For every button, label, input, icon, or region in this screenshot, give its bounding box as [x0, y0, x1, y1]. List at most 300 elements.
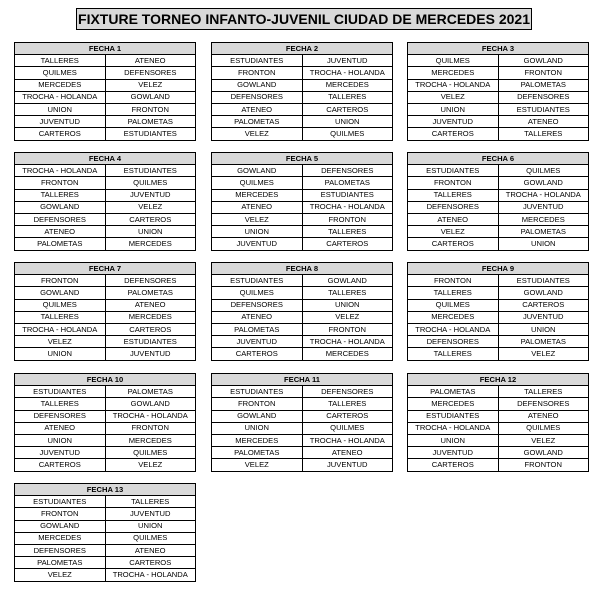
match-row — [15, 165, 196, 177]
home-team: PALOMETAS — [15, 557, 106, 569]
match-row — [408, 447, 589, 459]
match-row — [212, 422, 393, 434]
match-row — [212, 336, 393, 348]
match-row — [212, 103, 393, 115]
away-team: PALOMETAS — [302, 177, 393, 189]
home-team: JUVENTUD — [212, 238, 303, 250]
away-team: FRONTON — [302, 323, 393, 335]
away-team: PALOMETAS — [498, 79, 589, 91]
match-row — [408, 299, 589, 311]
away-team: VELEZ — [498, 348, 589, 360]
match-row — [15, 323, 196, 335]
home-team: GOWLAND — [212, 410, 303, 422]
match-row — [408, 422, 589, 434]
away-team: QUILMES — [302, 422, 393, 434]
home-team: TALLERES — [15, 398, 106, 410]
home-team: FRONTON — [212, 398, 303, 410]
away-team: TROCHA - HOLANDA — [302, 67, 393, 79]
home-team: PALOMETAS — [212, 323, 303, 335]
match-row — [15, 434, 196, 446]
match-row — [212, 311, 393, 323]
match-row — [408, 287, 589, 299]
home-team: CARTEROS — [15, 128, 106, 140]
away-team: MERCEDES — [105, 311, 196, 323]
away-team: DEFENSORES — [302, 386, 393, 398]
home-team: FRONTON — [212, 67, 303, 79]
away-team: MERCEDES — [302, 348, 393, 360]
home-team: QUILMES — [408, 55, 499, 67]
match-row — [15, 508, 196, 520]
match-row — [15, 91, 196, 103]
home-team: PALOMETAS — [212, 116, 303, 128]
fecha-header: FECHA 10 — [15, 374, 196, 386]
fecha-header: FECHA 5 — [212, 153, 393, 165]
match-row — [15, 287, 196, 299]
away-team: ESTUDIANTES — [105, 165, 196, 177]
match-row — [15, 275, 196, 287]
away-team: MERCEDES — [498, 213, 589, 225]
match-row — [212, 226, 393, 238]
match-row — [408, 410, 589, 422]
match-row — [408, 226, 589, 238]
home-team: FRONTON — [15, 508, 106, 520]
match-row — [212, 398, 393, 410]
away-team: ESTUDIANTES — [105, 336, 196, 348]
match-row — [408, 348, 589, 360]
home-team: TROCHA - HOLANDA — [408, 79, 499, 91]
away-team: FRONTON — [105, 103, 196, 115]
away-team: TROCHA - HOLANDA — [302, 201, 393, 213]
away-team: JUVENTUD — [302, 459, 393, 471]
match-row — [212, 79, 393, 91]
match-row — [212, 299, 393, 311]
fecha-table — [14, 483, 196, 582]
home-team: JUVENTUD — [15, 447, 106, 459]
match-row — [408, 459, 589, 471]
home-team: DEFENSORES — [15, 410, 106, 422]
match-row — [408, 165, 589, 177]
away-team: CARTEROS — [105, 557, 196, 569]
match-row — [15, 55, 196, 67]
away-team: MERCEDES — [302, 79, 393, 91]
away-team: CARTEROS — [302, 410, 393, 422]
fecha-table — [14, 262, 196, 361]
away-team: GOWLAND — [105, 91, 196, 103]
away-team: UNION — [498, 238, 589, 250]
away-team: TALLERES — [302, 398, 393, 410]
home-team: ESTUDIANTES — [212, 275, 303, 287]
home-team: DEFENSORES — [212, 299, 303, 311]
match-row — [15, 410, 196, 422]
away-team: JUVENTUD — [498, 311, 589, 323]
away-team: ESTUDIANTES — [498, 275, 589, 287]
home-team: MERCEDES — [15, 532, 106, 544]
match-row — [15, 459, 196, 471]
home-team: UNION — [212, 422, 303, 434]
away-team: ATENEO — [498, 410, 589, 422]
home-team: ESTUDIANTES — [408, 165, 499, 177]
fecha-table — [211, 152, 393, 251]
home-team: CARTEROS — [408, 128, 499, 140]
home-team: UNION — [15, 103, 106, 115]
away-team: CARTEROS — [105, 323, 196, 335]
home-team: QUILMES — [408, 299, 499, 311]
match-row — [408, 116, 589, 128]
away-team: GOWLAND — [105, 398, 196, 410]
home-team: TALLERES — [15, 189, 106, 201]
home-team: CARTEROS — [212, 348, 303, 360]
match-row — [408, 128, 589, 140]
home-team: ESTUDIANTES — [212, 386, 303, 398]
match-row — [15, 544, 196, 556]
match-row — [212, 323, 393, 335]
home-team: PALOMETAS — [15, 238, 106, 250]
away-team: QUILMES — [105, 532, 196, 544]
fecha-table — [407, 42, 589, 141]
fecha-table — [211, 262, 393, 361]
away-team: TALLERES — [302, 287, 393, 299]
home-team: UNION — [212, 226, 303, 238]
match-row — [15, 238, 196, 250]
home-team: ATENEO — [212, 311, 303, 323]
home-team: DEFENSORES — [15, 544, 106, 556]
away-team: TROCHA - HOLANDA — [302, 434, 393, 446]
fecha-header: FECHA 12 — [408, 374, 589, 386]
away-team: VELEZ — [105, 459, 196, 471]
away-team: GOWLAND — [302, 275, 393, 287]
home-team: VELEZ — [15, 569, 106, 581]
home-team: JUVENTUD — [408, 116, 499, 128]
match-row — [408, 103, 589, 115]
away-team: GOWLAND — [498, 177, 589, 189]
away-team: PALOMETAS — [498, 226, 589, 238]
match-row — [15, 116, 196, 128]
match-row — [15, 557, 196, 569]
home-team: MERCEDES — [408, 398, 499, 410]
match-row — [408, 386, 589, 398]
fecha-header: FECHA 7 — [15, 263, 196, 275]
match-row — [408, 398, 589, 410]
away-team: CARTEROS — [105, 213, 196, 225]
match-row — [408, 238, 589, 250]
away-team: FRONTON — [302, 213, 393, 225]
fecha-table — [14, 152, 196, 251]
away-team: JUVENTUD — [302, 55, 393, 67]
away-team: CARTEROS — [302, 238, 393, 250]
away-team: TALLERES — [105, 496, 196, 508]
away-team: TALLERES — [302, 226, 393, 238]
home-team: JUVENTUD — [212, 336, 303, 348]
home-team: TROCHA - HOLANDA — [408, 422, 499, 434]
fecha-table — [407, 373, 589, 472]
fecha-table — [211, 42, 393, 141]
away-team: JUVENTUD — [105, 348, 196, 360]
match-row — [212, 55, 393, 67]
match-row — [212, 275, 393, 287]
home-team: TROCHA - HOLANDA — [15, 323, 106, 335]
match-row — [212, 386, 393, 398]
match-row — [15, 103, 196, 115]
away-team: GOWLAND — [498, 287, 589, 299]
away-team: PALOMETAS — [498, 336, 589, 348]
match-row — [15, 201, 196, 213]
match-row — [15, 336, 196, 348]
match-row — [408, 434, 589, 446]
away-team: DEFENSORES — [498, 91, 589, 103]
away-team: ATENEO — [105, 299, 196, 311]
match-row — [15, 520, 196, 532]
home-team: VELEZ — [212, 459, 303, 471]
match-row — [15, 569, 196, 581]
away-team: ATENEO — [105, 55, 196, 67]
away-team: FRONTON — [105, 422, 196, 434]
away-team: UNION — [302, 299, 393, 311]
away-team: TALLERES — [498, 386, 589, 398]
home-team: DEFENSORES — [408, 336, 499, 348]
match-row — [15, 299, 196, 311]
match-row — [212, 348, 393, 360]
away-team: ATENEO — [302, 447, 393, 459]
away-team: VELEZ — [498, 434, 589, 446]
match-row — [408, 323, 589, 335]
away-team: MERCEDES — [105, 434, 196, 446]
away-team: ATENEO — [498, 116, 589, 128]
match-row — [212, 201, 393, 213]
home-team: TALLERES — [15, 311, 106, 323]
away-team: DEFENSORES — [105, 67, 196, 79]
match-row — [408, 213, 589, 225]
away-team: CARTEROS — [498, 299, 589, 311]
match-row — [408, 336, 589, 348]
home-team: JUVENTUD — [408, 447, 499, 459]
match-row — [408, 189, 589, 201]
home-team: CARTEROS — [15, 459, 106, 471]
home-team: TALLERES — [408, 189, 499, 201]
away-team: ESTUDIANTES — [105, 128, 196, 140]
match-row — [408, 275, 589, 287]
home-team: GOWLAND — [15, 287, 106, 299]
fecha-header: FECHA 6 — [408, 153, 589, 165]
home-team: DEFENSORES — [408, 201, 499, 213]
match-row — [408, 79, 589, 91]
home-team: UNION — [15, 434, 106, 446]
fecha-table — [407, 262, 589, 361]
away-team: JUVENTUD — [498, 201, 589, 213]
home-team: FRONTON — [408, 177, 499, 189]
home-team: QUILMES — [15, 299, 106, 311]
home-team: CARTEROS — [408, 459, 499, 471]
home-team: MERCEDES — [15, 79, 106, 91]
match-row — [212, 410, 393, 422]
home-team: MERCEDES — [408, 311, 499, 323]
away-team: QUILMES — [105, 177, 196, 189]
away-team: QUILMES — [498, 165, 589, 177]
match-row — [212, 116, 393, 128]
home-team: UNION — [408, 103, 499, 115]
fecha-table — [14, 373, 196, 472]
away-team: JUVENTUD — [105, 189, 196, 201]
away-team: FRONTON — [498, 67, 589, 79]
page-title: FIXTURE TORNEO INFANTO-JUVENIL CIUDAD DE MERCEDES 2021 — [76, 8, 532, 30]
away-team: ESTUDIANTES — [302, 189, 393, 201]
home-team: TROCHA - HOLANDA — [15, 91, 106, 103]
fecha-header: FECHA 1 — [15, 43, 196, 55]
away-team: ESTUDIANTES — [498, 103, 589, 115]
away-team: GOWLAND — [498, 447, 589, 459]
fecha-table — [407, 152, 589, 251]
match-row — [212, 447, 393, 459]
match-row — [408, 67, 589, 79]
match-row — [212, 177, 393, 189]
home-team: DEFENSORES — [15, 213, 106, 225]
match-row — [408, 201, 589, 213]
fecha-table — [211, 373, 393, 472]
away-team: TALLERES — [498, 128, 589, 140]
home-team: ESTUDIANTES — [15, 386, 106, 398]
match-row — [15, 177, 196, 189]
home-team: ATENEO — [15, 422, 106, 434]
home-team: PALOMETAS — [212, 447, 303, 459]
home-team: GOWLAND — [15, 520, 106, 532]
match-row — [15, 189, 196, 201]
away-team: DEFENSORES — [105, 275, 196, 287]
away-team: QUILMES — [498, 422, 589, 434]
away-team: FRONTON — [498, 459, 589, 471]
home-team: ATENEO — [212, 201, 303, 213]
home-team: VELEZ — [408, 91, 499, 103]
home-team: QUILMES — [212, 177, 303, 189]
home-team: TROCHA - HOLANDA — [408, 323, 499, 335]
away-team: VELEZ — [302, 311, 393, 323]
away-team: TROCHA - HOLANDA — [105, 569, 196, 581]
home-team: PALOMETAS — [408, 386, 499, 398]
home-team: FRONTON — [408, 275, 499, 287]
fecha-header: FECHA 11 — [212, 374, 393, 386]
home-team: VELEZ — [408, 226, 499, 238]
away-team: QUILMES — [105, 447, 196, 459]
away-team: TROCHA - HOLANDA — [498, 189, 589, 201]
match-row — [212, 67, 393, 79]
match-row — [212, 459, 393, 471]
home-team: TALLERES — [15, 55, 106, 67]
match-row — [15, 422, 196, 434]
match-row — [212, 434, 393, 446]
away-team: VELEZ — [105, 79, 196, 91]
fecha-header: FECHA 4 — [15, 153, 196, 165]
home-team: CARTEROS — [408, 238, 499, 250]
home-team: ATENEO — [15, 226, 106, 238]
match-row — [15, 496, 196, 508]
home-team: VELEZ — [212, 213, 303, 225]
away-team: DEFENSORES — [302, 165, 393, 177]
away-team: GOWLAND — [498, 55, 589, 67]
away-team: DEFENSORES — [498, 398, 589, 410]
match-row — [408, 91, 589, 103]
match-row — [212, 287, 393, 299]
away-team: PALOMETAS — [105, 287, 196, 299]
home-team: UNION — [15, 348, 106, 360]
home-team: GOWLAND — [212, 165, 303, 177]
away-team: ATENEO — [105, 544, 196, 556]
home-team: MERCEDES — [212, 434, 303, 446]
away-team: TROCHA - HOLANDA — [302, 336, 393, 348]
away-team: JUVENTUD — [105, 508, 196, 520]
away-team: UNION — [105, 520, 196, 532]
match-row — [15, 226, 196, 238]
match-row — [15, 128, 196, 140]
match-row — [15, 79, 196, 91]
home-team: VELEZ — [212, 128, 303, 140]
home-team: TROCHA - HOLANDA — [15, 165, 106, 177]
home-team: TALLERES — [408, 348, 499, 360]
fecha-header: FECHA 9 — [408, 263, 589, 275]
match-row — [15, 311, 196, 323]
away-team: TROCHA - HOLANDA — [105, 410, 196, 422]
home-team: ESTUDIANTES — [15, 496, 106, 508]
home-team: UNION — [408, 434, 499, 446]
fecha-header: FECHA 8 — [212, 263, 393, 275]
away-team: CARTEROS — [302, 103, 393, 115]
match-row — [408, 177, 589, 189]
match-row — [212, 189, 393, 201]
away-team: QUILMES — [302, 128, 393, 140]
home-team: ESTUDIANTES — [212, 55, 303, 67]
away-team: TALLERES — [302, 91, 393, 103]
match-row — [15, 447, 196, 459]
match-row — [212, 213, 393, 225]
home-team: TALLERES — [408, 287, 499, 299]
home-team: MERCEDES — [212, 189, 303, 201]
match-row — [212, 238, 393, 250]
home-team: GOWLAND — [15, 201, 106, 213]
fecha-header: FECHA 13 — [15, 484, 196, 496]
home-team: QUILMES — [15, 67, 106, 79]
home-team: ATENEO — [408, 213, 499, 225]
away-team: UNION — [498, 323, 589, 335]
match-row — [212, 91, 393, 103]
match-row — [212, 128, 393, 140]
match-row — [15, 67, 196, 79]
away-team: VELEZ — [105, 201, 196, 213]
match-row — [408, 311, 589, 323]
home-team: FRONTON — [15, 275, 106, 287]
match-row — [15, 386, 196, 398]
home-team: DEFENSORES — [212, 91, 303, 103]
away-team: UNION — [105, 226, 196, 238]
away-team: MERCEDES — [105, 238, 196, 250]
match-row — [15, 398, 196, 410]
match-row — [408, 55, 589, 67]
home-team: GOWLAND — [212, 79, 303, 91]
home-team: VELEZ — [15, 336, 106, 348]
away-team: UNION — [302, 116, 393, 128]
away-team: PALOMETAS — [105, 386, 196, 398]
home-team: QUILMES — [212, 287, 303, 299]
fecha-table — [14, 42, 196, 141]
away-team: PALOMETAS — [105, 116, 196, 128]
home-team: ESTUDIANTES — [408, 410, 499, 422]
home-team: ATENEO — [212, 103, 303, 115]
home-team: FRONTON — [15, 177, 106, 189]
match-row — [15, 348, 196, 360]
fecha-header: FECHA 2 — [212, 43, 393, 55]
fecha-header: FECHA 3 — [408, 43, 589, 55]
match-row — [15, 213, 196, 225]
home-team: JUVENTUD — [15, 116, 106, 128]
match-row — [15, 532, 196, 544]
home-team: MERCEDES — [408, 67, 499, 79]
match-row — [212, 165, 393, 177]
